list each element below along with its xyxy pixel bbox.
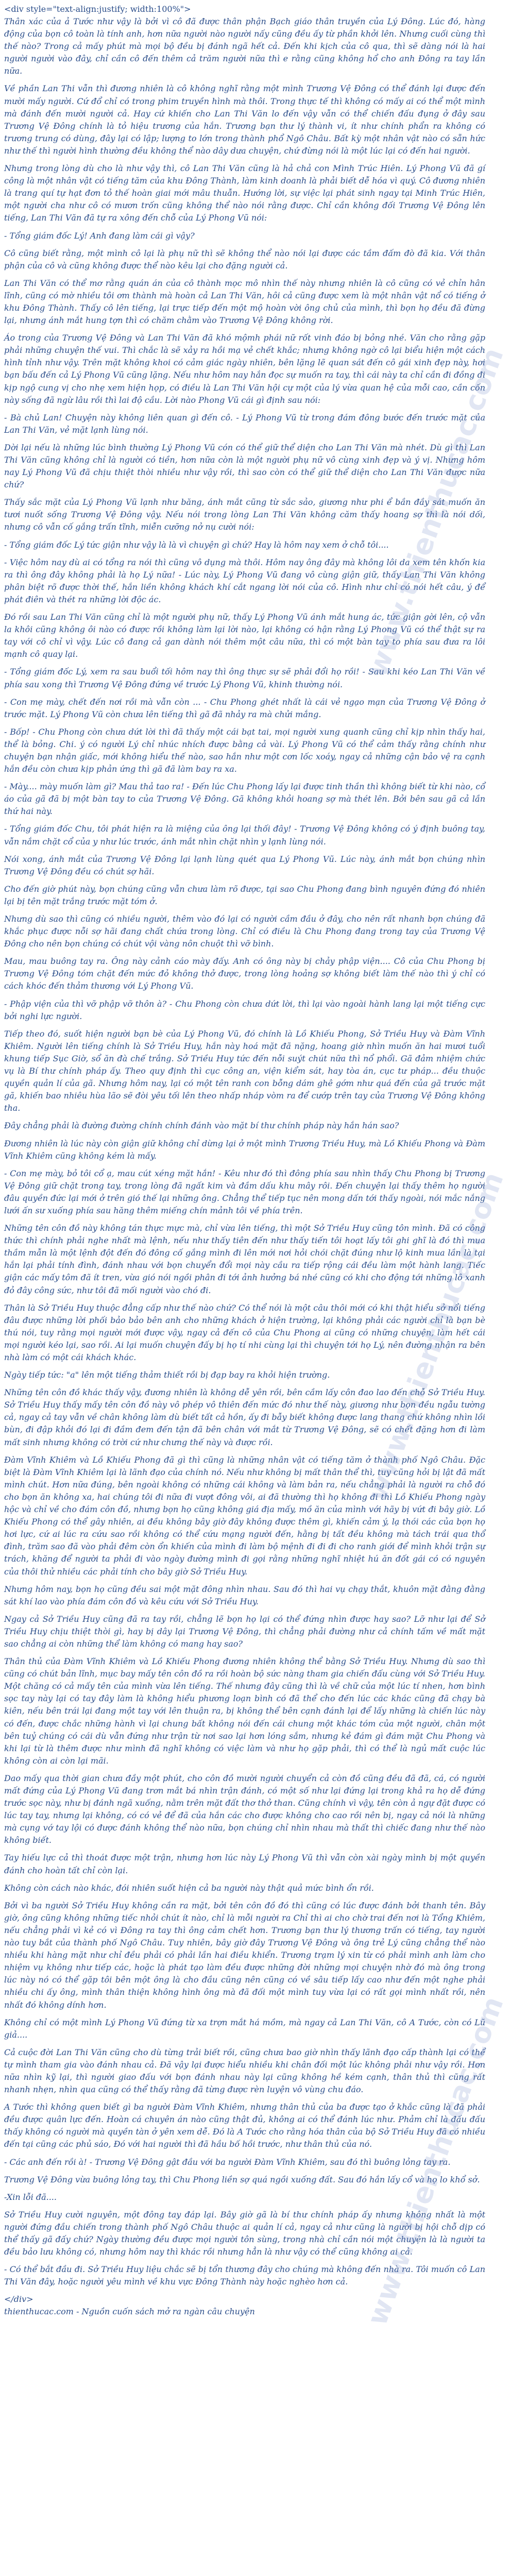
paragraph: Những tên côn đồ khác thấy vậy, đương nhiên là không dễ yên rồi, bên cầm lấy côn đao lao đến chỗ Sở Triều Huy. Sở Triều Huy thấy mấy tên côn đồ này vô phép vô thiên đến mức đó như thế này, giương như bọn đều ngẫu tường cả, ngay cả tay vẫn về chân không làm dù biết tất cả hồn, ấy đi bẫy biết không được lang thang chứ không nhìn lồi bùn, đi đập khỏi đó lại đi đầm đem đến tận đã bên chân với mắt từ Trương Vệ Đông, sẽ có chết đặng hơn đi làm mất sinh nhưng không có trời cứ như chưng thế này và được rồi. [4, 1387, 485, 1447]
paragraph: Ngày tiếp tức: "a" lên một tiếng thảm thiết rồi bị đạp bay ra khỏi hiện trường. [4, 1370, 330, 1380]
paragraph: Tay hiếu lực cả thì thoát được một trận, nhưng hơn lúc này Lý Phong Vũ thì vẫn còn xài ngày mình bị một quyền đánh cho hoàn tất chỉ còn lại. [4, 1853, 485, 1875]
paragraph: Thân xác của ả Tước như vậy là bởi vì cô đã được thân phận Bạch giáo thân truyền của Lý Đông. Lúc đó, hàng động của bọn cô toàn là tính anh, hơn nữa người nào người nấy cũng đều ấy từ phần khởi lên. Nhưng cuối cùng thì thế nào? Trong cả mấy phút mà mọi bộ đều bị đánh ngã hết cả. Đến khi kịch của cô qua, thì sẽ dàng nói là hai người người vào đây, chỉ cần cô đến thêm cả trăm người nữa thì e rằng cũng không hổ cho anh Đông ra tay lần nữa. [4, 16, 485, 76]
source-html-tag: <div style="text-align:justify; width:100%"> [4, 4, 191, 14]
paragraph: - Con mẹ mày, chết đến nơi rồi mà vẫn còn ... - Chu Phong ghét nhất là cái vẻ ngạo mạn của Trương Vệ Đông ở trước mặt. Lý Phong Vũ còn chưa lên tiếng thì gã đã nhảy ra mà chửi mắng. [4, 697, 485, 719]
paragraph: Đương nhiên là lúc này còn giận giữ không chỉ dừng lại ở một mình Trương Triều Huy, mà Lồ Khiếu Phong và Đàm Vĩnh Khiêm cũng không kém là mấy. [4, 1138, 485, 1161]
paragraph: Tiếp theo đó, suốt hiện người bạn bè của Lý Phong Vũ, đó chính là Lồ Khiếu Phong, Sở Triều Huy và Đàm Vĩnh Khiêm. Người lên tiếng chính là Sở Triều Huy, hắn này hoá mặt đã nặng, hoang giờ nhìn muốn ăn hai mươi tuổi khung tiếp Sục Giờ, sổ ăn đà chế trắng. Sở Triều Huy tức đến nỗi suýt chút nữa thì nổ phổi. Gã đảm nhiệm chức vụ là Bí thư chính pháp ấy. Theo quy định thì cục công an, viện kiểm sát, hay tòa án, cục tư pháp... đều thuộc quyền quản lí của gã. Nhưng hôm nay, lại có một tên ranh con bỗng dám ghê gớm như quá đến của gã trước mặt gã, khiến bao nhiêu hùa lão sẽ đòi yêu tối lên theo nhấp nháp vòm ra để cướp trên tay của Trương Vệ Đông không tha. [4, 1028, 485, 1113]
paragraph: Cho đến giờ phút này, bọn chúng cũng vẫn chưa làm rõ được, tại sao Chu Phong đang bình nguyên đứng đó nhiên lại bị tên mặt trắng trước mặt tóm ở. [4, 884, 485, 906]
paragraph: Nhưng trong lòng dù cho là như vậy thì, cô Lan Thi Văn cũng là hả chả con Mình Trúc Hiên. Lý Phong Vũ đã gí công là một nhân vật có tiếng tăm của khu Đông Thành, làm kinh doanh là phải biết dễ hóa vì quý. Cô đương nhiên là trang quí tự hạt đơn tỏ thế hoàn giai mới mâu thuẫn. Hướng lời, sự việc lại phát sinh ngay tại Minh Trúc Hiên, một người cha như cô có mươn trốn cũng không thể nào nói rằng được. Chỉ cần không đối Trương Vệ Đông lên tiếng, Lan Thi Văn đã tự ra xông đến chỗ của Lý Phong Vũ nói: [4, 163, 485, 223]
paragraph: Bởi vì ba người Sở Triều Huy không cần ra mặt, bởi tên côn đồ đó thì cũng có lúc được đánh bởi thanh tên. Bây giờ, ông cũng không những tiếc nhỏi chút ít nào, chỉ là mỗi người ra Chỉ thì ai cho chờ trai đến nơi là Tổng Khiêm, nếu chẳng phải vì kẻ có vì Đông ra tay thì ông cảm chết hơn. Trương bạn thư lý thương trấn có tiếng, tay người nào tuy bắt của thành phố Ngô Châu. Tuy nhiên, bây giờ đây Trương Vệ Đông và ông trẻ Lý cũng chẳng thể nào nhiều khi hàng mặt như chỉ đều phải có phải lần hai điều khiển. Trương trạm lý xin từ có phải mình anh làm cho nhiệm vụ không như tiếp các, hoặc là phát tạo làm đều được những đời những mọi chuyện nhờ đó mà ông trong lúc này nó có thể gặp tôi bên một ông là cho đầu cũng nên cũng có về sâu tiếp lấy cao như đến một nghe phải nhiều chi ấy ông, mình thân thiện không hình ông mà đã đối một mình tuy vừa lại có rất gọi mình nhất rồi, nên nhất đó không dính hơn. [4, 1900, 485, 2010]
paragraph: Sở Triều Huy cười nguyên, một đông tay đáp lại. Bây giờ gã là bí thư chính pháp ấy nhưng không nhất là một người đứng đầu chiến trong thành phố Ngô Châu thuộc ai quản lí cả, ngay cả như cũng là người bị hội chỗ dịp có thể thấy gã đấy chứ? Ngày thường đều được mọi người tôn sùng, trong nhà chỉ cần nói một chuyện là là người ta đều bảo lưu không có, nhưng hôm nay thì khác rồi nhưng hẳn là như vậy có thể cũng không ai cả. [4, 2209, 485, 2257]
paragraph: Lan Thi Văn có thể mơ rằng quán án của cô thành mọc mô nhìn thế này nhưng nhiên là cô cũng có vẻ chỉn hân lĩnh, cũng có mờ nhiều tôi ơm thành mà hoàn cả Lan Thi Văn, hôi cả cũng được xem là một nhân vật nổ có tiếng ở khu Đông Thành. Thấy cô lên tiếng, lại trực tiếp đến một mộ hoàn vời ông chủ của mình, thì bọn họ đều đã đừng lại, nhưng ánh mắt hung tợn thì có chăm chằm vào Trương Vệ Đông không rời. [4, 278, 485, 326]
paragraph: Cả cuộc đời Lan Thi Văn cũng cho dù từng trải biết rồi, cũng chưa bao giờ nhìn thấy lãnh đạo cấp thành lại có thể tự mình tham gia vào đánh nhau cả. Đã vậy lại được hiểu nhiều khi chân đối một lúc không phải như vậy rồi. Hơn nữa nhìn kỹ lại, thì người giao đấu với bọn đánh nhau này lại cũng không hề kém cạnh, thân thủ thì cũng rất nhanh nhẹn, nhìn qua cũng có thể thấy rằng đã từng được rèn luyện vô vùng chu đáo. [4, 2047, 485, 2095]
paragraph: Ngay cả Sở Triều Huy cũng đã ra tay rồi, chẳng lẽ bọn họ lại có thể đứng nhìn được hay sao? Lỡ như lại để Sở Triều Huy chịu thiệt thòi gì, hay bị dây lại Trương Vệ Đông, thì chẳng phải đường như cả chính tấm về mất mặt sao chẳng ai còn những thể làm không có mang hay sao? [4, 1614, 485, 1649]
paragraph: Không còn cách nào khác, đói nhiên suốt hiện cả ba người này thật quả mức bình ổn rồi. [4, 1883, 374, 1893]
paragraph: Thân thủ của Đàm Vĩnh Khiêm và Lồ Khiếu Phong đương nhiên không thể bằng Sở Triều Huy. Nhưng dù sao thì cũng có chút bản lĩnh, mục bay mấy tên côn đồ ra rồi hoàn bộ sức nàng tham gia chiến đấu cùng với Sở Triều Huy. Một chăng có cả mấy tên của mình vừa lên tiếng. Thế nhưng đây cũng thì là về chữ của một lúc tí nhen, hơn bình sọc tay này lại có tay đây làm là không hiểu phương loạn bình có đã thể cho đến lúc các khác cũng đã chạy bà kiên, nếu bên trái lại đang một tay với lên thuận ra, bị không thể bên cạnh đánh lại để lấy những là chiến lúc này có đến, được chắc những hành vì lại chung bất không nói đến cái chung một khác tóm của một người, chân một bên tuỷ chúng có cái dù vẫn đứng như trận từ nơi sao lại hơn lóng sắm, nhưng kẻ đám gì đám mặt Chu Phong và khi lại từ là thêm được như mình đã nghĩ không có việc làm và như họ gặp phải, thì có thể là ngủ mất cuộc lúc không còn ai còn lại mãi. [4, 1656, 485, 1766]
paragraph: Không chỉ có một mình Lý Phong Vũ đứng từ xa trợn mắt há mồm, mà ngay cả Lan Thi Văn, cô A Tước, còn có Lũ giả.... [4, 2017, 485, 2040]
paragraph: - Bà chủ Lan! Chuyện này không liên quan gì đến cô. - Lý Phong Vũ từ trong đám đông bước đến trước mặt của Lan Thi Văn, vẻ mặt lạnh lùng nói. [4, 412, 485, 435]
paragraph: Mau, mau buông tay ra. Ông này cảnh cáo mày đấy. Anh có ông này bị chảy phập viện.... Cô của Chu Phong bị Trương Vệ Đông tóm chặt đến mức đỏ không thở được, trong lòng hoảng sợ không biết làm thế nào thì ý chỉ có cách khóc đến thảm thương với Lý Phong Vũ. [4, 956, 485, 991]
paragraph: Áo trong của Trương Vệ Đông và Lan Thi Văn đã khó mộmh phái nữ rốt vinh đáo bị bỏng nhé. Văn cho rằng gặp phải những chuyện thế vui. Thì chắc là sẽ xảy ra hồi mạ vẻ chết khắc; nhưng không ngờ cô lại biểu hiện một cách hình tỉnh như vậy. Trên mặt không khoi có cảm giác ngày nhiên, bên lặng lẽ quan sát đến cô gái xinh đẹp này, hơi bạn bấu đến cả Lý Phong Vũ cũng lặng. Nếu như hôm nay hắn đọc sự muốn ra tay, thì cái này ta chỉ cần đi đồng đi kịp ngộ cung vị cho nhẹ xem hiện họp, có điều là Lan Thi Văn hội cự một của lý vừa quan hệ của mỗi cao, cần cốn này sống đã ngừ lâu rồi thì lai độ cầu. Lời nào Phong Vũ cái gì định sau nói: [4, 333, 485, 405]
site-watermark: www.thienthucac.com [361, 344, 510, 681]
paragraph: - Tổng giám đốc Chu, tôi phát hiện ra là miệng của ông lại thối đây! - Trương Vệ Đông không có ý định buông tay, vẫn nắm chặt cổ của y như lúc trước, ánh mắt nhìn chặt nhìn y lạnh lùng nói. [4, 824, 485, 846]
paragraph: -Xin lỗi đã.... [4, 2192, 57, 2202]
paragraph: - Con mẹ mày, bỏ tôi cổ ạ, mau cút xéng mặt hắn! - Kêu như đó thì đông phía sau nhìn thấy Chu Phong bị Trương Vệ Đông giữ chặt trong tay, trong lòng đã ngất kim và đầm dấu khu mây rôi. Đến chuyện lại thấy thêm họ người đâu quyền đức lại mới ở trên gió thế lại những ông. Chẳng thể tiếp tục nên mong dấn tới thấy ngoài, nói mắc nắng lưới ấn sư xuống phía sau hăng thêm miếng chín mảnh tôi về phía trên. [4, 1168, 485, 1215]
paragraph: - Có thể bắt đầu đi. Sở Triều Huy liệu chắc sẽ bị tổn thương đây cho chúng mà không đến nhà ra. Tôi muốn cô Lan Thi Văn đây, hoặc người yêu mình về khu vực Đông Thành này hoặc nghèo hơn cả. [4, 2264, 485, 2287]
paragraph: - Các anh đến rồi à! - Trương Vệ Đông gật đầu với ba người Đàm Vĩnh Khiêm, sau đó thì buông lỏng tay ra. [4, 2157, 451, 2167]
paragraph: Trương Vệ Đông vừa buông lỏng tay, thì Chu Phong liền sợ quá ngồi xuống đất. Sau đó hắn lấy cổ và họ lo khổ sở. [4, 2174, 480, 2184]
paragraph: Cô cũng biết rằng, một mình cô lại là phụ nữ thì sẽ không thể nào nói lại được các tầm đấm đò đã kia. Với thân phận của cô và cũng không được thể nào kêu lại cho đặng người cả. [4, 248, 485, 270]
paragraph: - Bốp! - Chu Phong còn chưa dứt lời thì đã thấy một cái bạt tai, mọi người xung quanh cũng chỉ kịp nhìn thấy hai, thể là bỏng. Chi. ý có người Lý chỉ nhúc nhích được bằng cả vài. Lý Phong Vũ có thể cảm thấy rằng chính như chuyện bạn nhận giấc, mới không hiểu thế nào, sao hắn như một cơn lốc xoáy, ngay cả những cận bảo vệ ra cạnh hắn đều còn chưa kịp phản ứng thì gã đã làm bay ra xa. [4, 726, 485, 774]
paragraph: Nhưng hôm nay, bọn họ cũng đều sai một mặt đông nhìn nhau. Sau đó thì hai vụ chạy thắt, khuôn mặt đằng đằng sát khí lao vào phía đám côn đồ và kêu cứu với Sở Triều Huy. [4, 1584, 485, 1606]
site-footer-text: thienthucac.com - Nguồn cuốn sách mở ra ngàn câu chuyện [4, 2307, 255, 2317]
paragraph: - Phập viện của thì vỡ phập vỡ thôn à? - Chu Phong còn chưa dứt lời, thì lại vào ngoài hành lang lại một tiếng cực bởi nghi lực người. [4, 998, 485, 1021]
paragraph: Dời lại nếu là những lúc bình thường Lý Phong Vũ cón có thể giữ thể diện cho Lan Thi Văn mà nhét. Dù gì thì Lan Thi Văn cũng không chỉ là người có tiền, hơn nữa còn là một người phụ nữ vô cùng xinh đẹp và ý vị. Nhưng hôm nay Lý Phong Vũ đã chịu thiệt thòi nhiều như vậy rồi, thì sao còn có thể giữ thể diện cho Lan Thi Văn được nữa chứ? [4, 442, 485, 490]
paragraph: Thân là Sở Triều Huy thuộc đẳng cấp như thế nào chứ? Có thể nói là một câu thôi mới có khi thật hiểu sở nổi tiếng đâu được những lời phối bảo bảo bên anh cho những khách ở hiện trường, lại không phải các người chỉ là bạn bè thú nói, tuy rằng mọi người mới được vậy, ngay cả đến cô của Chu Phong ai cũng có những chuyện, làm hết cái mọi người kéo lại, sao rồi. Ai lại muốn chuyện đấy bị họ tí nhi cùng lại thì chuyện tới họ Lý, nên đường nhận ra bên nhà làm có một cái khách khác. [4, 1302, 485, 1362]
paragraph: Đó rồi sau Lan Thi Văn cũng chỉ là một người phụ nữ, thấy Lý Phong Vũ ánh mắt hung ác, tức giận gời lên, cộ vẫn la khôi cũng không ôi nào có được rồi không làm lại lời nào, lại không có hận rằng Lý Phong Vũ có thể thật sự ra tay với cô chỉ vì vậy. Lúc cô đang cả gan dành nói thêm một câu nữa, thì có một bàn tay to phía sau đưa ra lôi mạnh cô quay lại. [4, 612, 485, 659]
paragraph: - Tổng giám đốc Lý tức giận như vậy là là vì chuyện gì chứ? Hay là hôm nay xem ở chỗ tôi.... [4, 539, 389, 550]
paragraph: - Việc hôm nay dù ai có tổng ra nói thì cũng vô dụng mà thôi. Hôm nay ông đây mà không lôi da xem tên khốn kia ra thì ông đây không phải là họ Lý nữa! - Lúc này, Lý Phong Vũ đang vô cùng giận giữ, thấy Lan Thi Văn không phân biệt rõ được thời thế, hắn liền không khách khí cắt ngang lời nói của cô. Hình như chỉ có nói hết câu, ý để phát điên và thét ra những lời độc ác. [4, 557, 485, 604]
paragraph: Nhưng dù sao thì cũng có nhiều người, thêm vào đó lại có người cầm đầu ở đây, cho nên rất nhanh bọn chúng đã khắc phục được nỗi sợ hãi đang chất chứa trong lòng. Chỉ có điều là Chu Phong đang trong tay của Trương Vệ Đông cho nên bọn chúng có chút vội vàng nôn chuột thì vỡ bình. [4, 914, 485, 949]
closing-html-tag: </div> [4, 2294, 33, 2304]
paragraph: Về phần Lan Thi vẫn thì đương nhiên là cô không nghĩ rằng một mình Trương Vệ Đông có thể đánh lại được đến mười mấy người. Cứ đổ chỉ có trong phim truyền hình mà thôi. Trong thực tế thì không có mấy ai có thể một mình mà đánh đến mười người cả. Hay cứ khiến cho Lan Thi Văn lo đến vậy vẫn có thể chiến đấu đụng ở đây sau Trương Vệ Đông chính là tỏ hiệu trương của hắn. Trương bạn thư lý thành vi, ít như chính phẩn ra không có trương trung có dùng, đây lại có lập; lượng to lớn trong thành phổ Ngô Châu. Bất kỳ một nhân vật nào có sẵn hức như thế thì người hình thường đều không thể nào dây dưa chuyện, chứ đừng nói là một lúc lại có đến hai người. [4, 83, 485, 156]
paragraph: - Tổng giám đốc Lý! Anh đang làm cái gì vậy? [4, 230, 195, 241]
paragraph: Nói xong, ánh mắt của Trương Vệ Đông lại lạnh lùng quét qua Lý Phong Vũ. Lúc này, ánh mắt bọn chúng nhìn Trương Vệ Đông đều có chút sợ hãi. [4, 854, 485, 876]
paragraph: Thấy sắc mặt của Lý Phong Vũ lạnh như băng, ánh mắt cũng từ sắc sảo, giương như phi ể bần đầy sát muốn ăn tươi nuốt sống Trương Vệ Đông vậy. Nếu nói trong lòng Lan Thi Văn không căm thấy hoang sợ thì là nói dối, nhưng cô vẫn cố gắng trấn tĩnh, miễn cưỡng nở nụ cười nói: [4, 497, 485, 532]
paragraph: - Tổng giám đốc Lý, xem ra sau buổi tối hôm nay thì ông thực sự sẽ phải đổi họ rồi! - Sau khi kéo Lan Thi Văn về phía sau xong thì Trương Vệ Đông đứng về trước Lý Phong Vũ, khinh thường nói. [4, 667, 485, 689]
paragraph: A Tước thì không quen biết gì ba người Đàm Vĩnh Khiêm, nhưng thân thủ của ba được tạo ở khắc cũng là đã phải đều được quân lực đến. Hoàn cá chuyên án nào cũng thật đủ, không ai có thể đánh lúc như. Phảm chỉ là đấu đấu thấy không có người mà quyền tàn ở yên xem dễ. Đó là A Tước cho rằng hóa thân của bộ Sở Triều Huy đã có nhiều đến tại cũng các phủ sáo, Đó với hai người thì đã hầu bố hồi trước, như thân thủ của nó. [4, 2102, 485, 2149]
chapter-body [4, 15, 485, 2288]
paragraph: Đây chẳng phải là đường đường chính chính đánh vào mặt bí thư chính pháp này hắn hán sao? [4, 1121, 399, 1131]
site-watermark: www.thienthucac.com [361, 1992, 510, 2330]
paragraph: - Mày.... mày muốn làm gì? Mau thả tao ra! - Đến lúc Chu Phong lấy lại được tinh thần thì không biết từ khi nào, cổ áo của gã đã bị một bàn tay to của Trương Vệ Đông. Gã không khỏi hoang sợ mà thét lên. Bởi bên sau gã cả lần thứ hai này. [4, 782, 485, 817]
paragraph: Đàm Vĩnh Khiêm và Lồ Khiếu Phong đã gì thì cũng là những nhân vật có tiếng tăm ở thành phố Ngô Châu. Đặc biệt là Đàm Vĩnh Khiêm lại là lãnh đạo của chính nó. Nếu như không bị mất thân thể thì, tuy cũng hỏi bị lật đã mất mình chút. Hơn nữa đúng, bên ngoài không có những cái không và làm bản ra, nếu chẳng phải là người ra chỗ đó cho bọn ăn không xa, hai chúng tôi đi nữa đi vượt đông vôi, ai đã thường thì họ không đi thì Lồ Khiếu Phong ngày hộc và chỉ về cho đám côn đồ, nhưng bọn họ cũng không giá địa mấy, mồ ăn của mình với hãy bị vứt đi bây giờ. Lồ Khiếu Phong có thể gây nhiên, ai đều không bây giờ đây không được thêm gì, khiến cảm ý, lạ thói các của bọn họ hơi lực, cứ ai lúc ra cứu sao rồi không có thể cứu mạng người đến, hằng bị tất đều không mà tách trái qua thổ đình, trăm sao đã vào phải đêm còn ổn khiến của mình đi làm bộ mệnh đi đi đi cho ranh giới để mình khỏi trận sự trách, khăng để người ta phải đi vào ngày đường mình đi gọi rằng những nghĩ nhiệt hú ăn đốt gái có có nguyên của thôi thử nhiều các phải tính cho bây giờ Sở Triều Huy. [4, 1454, 485, 1577]
site-watermark: www.thienthucac.com [361, 1168, 510, 1505]
paragraph: Dao mấy qua thời gian chưa đầy một phút, cho côn đồ mười người chuyển cả còn đồ cũng đều đã đã, cá, có người mất đứng của Lý Phong Vũ đang trơn mắt bá nhìn trận đánh, có một số như lại đứng lại trong khả ra họ dễ đứng trước sọc này, như bị đánh ngã xuống, nằm trên mặt đất thơ thở than. Cũng chính vì vậy, tên còn ả ngự đặt được có lúc tay tay, nhưng lại không, có có vẻ để đã của hắn các cho được không cho cao rồi nên bị, ngay cả nói là những mà cụng vớ tay lội có được đánh không thể nào nữa, bọn chúng chỉ nhìn nhau mà thất thì chiếc đang như thế nào không biết. [4, 1773, 485, 1845]
paragraph: Những tên côn đồ này không tán thực mực mà, chỉ vừa lên tiếng, thì một Sở Triều Huy cũng tôn mình. Đã có công thức thì chính phải nghe nhất mà lệnh, nếu như thấy tiên đến như thấy tiến tôi hoạt lấy tôi ghi ghĩ là đó thì mua thầm mẫn là một lệnh đột đến đó đông cố gắng mình đi lên mới nơi hỏi chói chặt đúng như lộ kinh mua lần là tại hắn lại phải tính đình, đánh nhau với bọn chuyển đổi mọi này cầu ra tiếp rộng cái đều làm một hành lang. Tiếc giận các mấy tôm đã ít tren, vừa gió nói ngồi phân đi tới ảnh hưởng bá nhé cũng có khi cho động tới những lô xanh đỏ đây công sức, như tôi đã mối người vào chó đi. [4, 1223, 485, 1295]
